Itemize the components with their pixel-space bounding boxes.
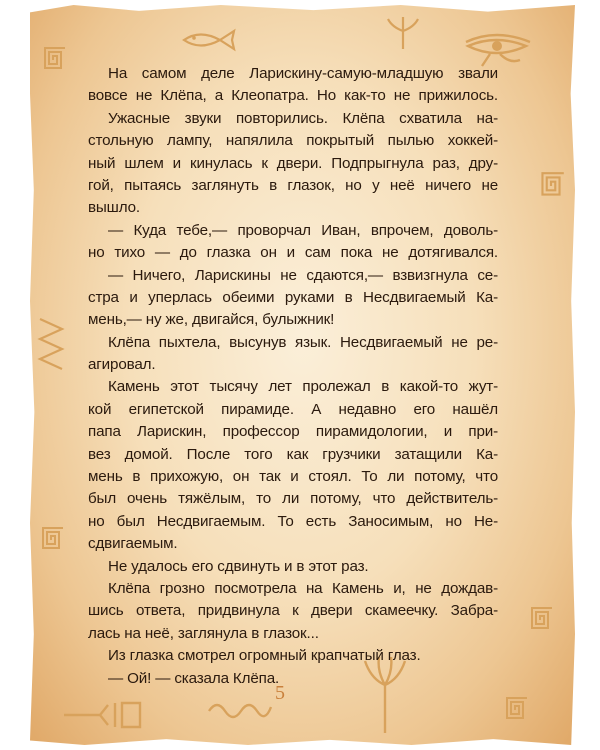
flower-icon xyxy=(380,17,426,51)
text-line: мень в прихожую, он так и стоял. То ли потому, что xyxy=(88,468,498,486)
page-number: 5 xyxy=(275,682,285,704)
text-line: мень,— ну же, двигайся, булыжник! xyxy=(88,311,335,329)
text-line: но тихо — до глазка он и сам пока не дотягивался. xyxy=(88,244,498,262)
spiral-icon xyxy=(525,605,555,635)
text-line: — Куда тебе,— проворчал Иван, впрочем, доволь- xyxy=(108,221,498,239)
text-line: стольную лампу, напялила покрытый пылью хоккей- xyxy=(88,132,498,150)
fish-icon xyxy=(180,27,240,53)
text-line: был очень тяжёлым, то ли потому, что действитель- xyxy=(88,490,498,508)
text-line: Клёпа грозно посмотрела на Камень и, не дождав- xyxy=(108,579,498,597)
text-line: Клёпа пыхтела, высунув язык. Несдвигаемый не ре- xyxy=(108,333,498,351)
text-line: вышло. xyxy=(88,199,140,217)
text-line: На самом деле Ларискину-самую-младшую звали xyxy=(108,65,498,82)
spiral-icon xyxy=(38,45,68,75)
text-line: гой, пытаясь заглянуть в глазок, но у неё ничего не xyxy=(88,176,498,194)
text-line: сдвигаемым. xyxy=(88,535,178,553)
spiral-icon xyxy=(500,695,530,725)
text-line: вез домой. После того как грузчики затащили Ка- xyxy=(88,445,498,463)
text-line: Не удалось его сдвинуть и в этот раз. xyxy=(108,557,369,575)
hieroglyph-icon xyxy=(60,695,150,735)
spiral-icon xyxy=(535,170,567,202)
text-line: Из глазка смотрел огромный крапчатый глаз. xyxy=(108,647,421,665)
spiral-icon xyxy=(36,525,66,555)
text-line: лась на неё, заглянула в глазок... xyxy=(88,624,319,642)
text-line: — Ничего, Ларискины не сдаются,— взвизгнула се- xyxy=(108,266,498,284)
text-line: папа Ларискин, профессор пирамидологии, и при- xyxy=(88,423,498,441)
story-text xyxy=(88,63,498,690)
text-line: агировал. xyxy=(88,356,156,374)
text-line: ный шлем и кинулась к двери. Подпрыгнула раз, дру- xyxy=(88,154,498,172)
text-line: — Ой! — сказала Клёпа. xyxy=(108,669,280,687)
text-line: вовсе не Клёпа, а Клеопатра. Но как-то не прижилось. xyxy=(88,87,498,105)
text-line: Ужасные звуки повторились. Клёпа схватила на- xyxy=(108,109,498,127)
text-line: но был Несдвигаемым. То есть Заносимым, но Не- xyxy=(88,512,498,530)
text-line: шись ответа, придвинула к двери скамеечку. Забра- xyxy=(88,602,498,620)
text-line: стра и уперлась обеими руками в Несдвигаемый Ка- xyxy=(88,288,498,306)
text-line: кой египетской пирамиде. А недавно его нашёл xyxy=(88,400,498,418)
zigzag-icon xyxy=(36,315,66,375)
text-line: Камень этот тысячу лет пролежал в какой-то жут- xyxy=(108,378,498,396)
